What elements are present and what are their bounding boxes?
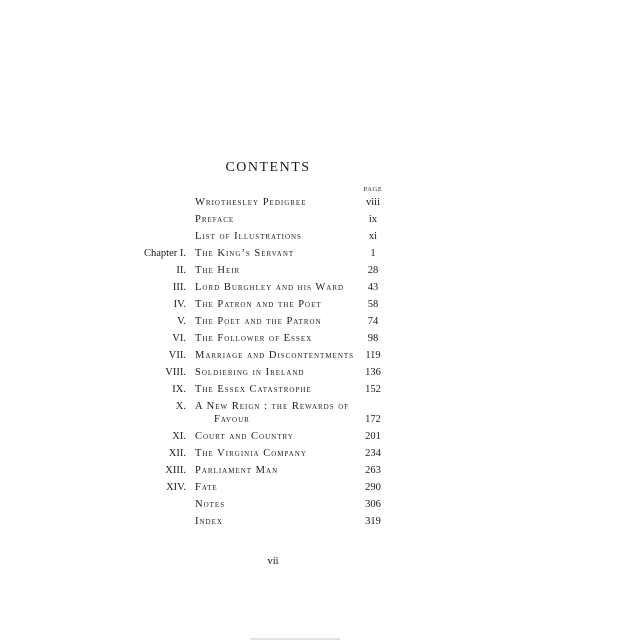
entry-title: The Poet and the Patron — [195, 316, 322, 327]
toc-entry — [0, 281, 640, 298]
entry-title: A New Reign : the Rewards of — [195, 401, 350, 412]
toc-entry — [0, 464, 640, 481]
page-number: viii — [365, 197, 380, 208]
table-of-contents — [0, 196, 640, 532]
toc-entry — [0, 515, 640, 532]
page-number: 201 — [365, 431, 381, 442]
page-number: 136 — [365, 367, 381, 378]
chapter-number: VI. — [172, 333, 186, 344]
page-number: 58 — [367, 299, 379, 310]
page-folio: vii — [267, 556, 279, 567]
chapter-number: IV. — [173, 299, 186, 310]
page-number: 234 — [365, 448, 381, 459]
entry-title: Court and Country — [195, 431, 294, 442]
toc-entry — [0, 400, 640, 430]
page-number: 152 — [365, 384, 381, 395]
page-number: 263 — [365, 465, 381, 476]
entry-title: Soldiering in Ireland — [195, 367, 305, 378]
entry-title: Lord Burghley and his Ward — [195, 282, 345, 293]
toc-entry — [0, 264, 640, 281]
chapter-number: XII. — [168, 448, 186, 459]
page-number: xi — [368, 231, 378, 242]
chapter-number: VII. — [168, 350, 186, 361]
chapter-number: IX. — [172, 384, 186, 395]
toc-entry — [0, 481, 640, 498]
page-number: 172 — [365, 414, 381, 425]
entry-title: Parliament Man — [195, 465, 279, 476]
page-column-label: PAGE — [363, 186, 383, 193]
page-number: 43 — [367, 282, 379, 293]
chapter-number: XI. — [172, 431, 186, 442]
chapter-number: II. — [176, 265, 186, 276]
toc-entry — [0, 315, 640, 332]
entry-title: Index — [195, 516, 223, 527]
entry-title: The Essex Catastrophe — [195, 384, 312, 395]
page-number: 28 — [367, 265, 379, 276]
page-number: 74 — [367, 316, 379, 327]
chapter-number: III. — [172, 282, 186, 293]
page-number: ix — [368, 214, 378, 225]
chapter-number: X. — [175, 401, 186, 412]
chapter-number: Chapter I. — [144, 248, 186, 259]
entry-title: Preface — [195, 214, 235, 225]
entry-title: Wriothesley Pedigree — [195, 197, 307, 208]
toc-entry — [0, 196, 640, 213]
entry-title: Fate — [195, 482, 218, 493]
toc-entry — [0, 298, 640, 315]
entry-title-continuation: Favour — [214, 414, 250, 425]
contents-heading: CONTENTS — [225, 160, 311, 175]
toc-entry — [0, 498, 640, 515]
entry-title: Marriage and Discontentments — [195, 350, 355, 361]
toc-entry — [0, 230, 640, 247]
entry-title-wrapped — [195, 400, 365, 426]
page-number: 1 — [370, 248, 376, 259]
toc-entry — [0, 213, 640, 230]
page-number: 98 — [367, 333, 379, 344]
page-number: 306 — [365, 499, 381, 510]
chapter-number: XIV. — [166, 482, 186, 493]
entry-title: The King’s Servant — [195, 248, 295, 259]
toc-entry — [0, 247, 640, 264]
page-number: 119 — [365, 350, 381, 361]
page-number: 319 — [365, 516, 381, 527]
entry-title: List of Illustrations — [195, 231, 302, 242]
entry-title: The Heir — [195, 265, 241, 276]
entry-title: The Patron and the Poet — [195, 299, 322, 310]
chapter-number: VIII. — [165, 367, 186, 378]
entry-title: The Virginia Company — [195, 448, 307, 459]
toc-entry — [0, 332, 640, 349]
chapter-number: V. — [177, 316, 186, 327]
toc-entry — [0, 447, 640, 464]
toc-entry — [0, 430, 640, 447]
toc-entry — [0, 366, 640, 383]
toc-entry — [0, 383, 640, 400]
toc-entry — [0, 349, 640, 366]
entry-title: The Follower of Essex — [195, 333, 313, 344]
chapter-number: XIII. — [165, 465, 186, 476]
page-number: 290 — [365, 482, 381, 493]
entry-title: Notes — [195, 499, 226, 510]
